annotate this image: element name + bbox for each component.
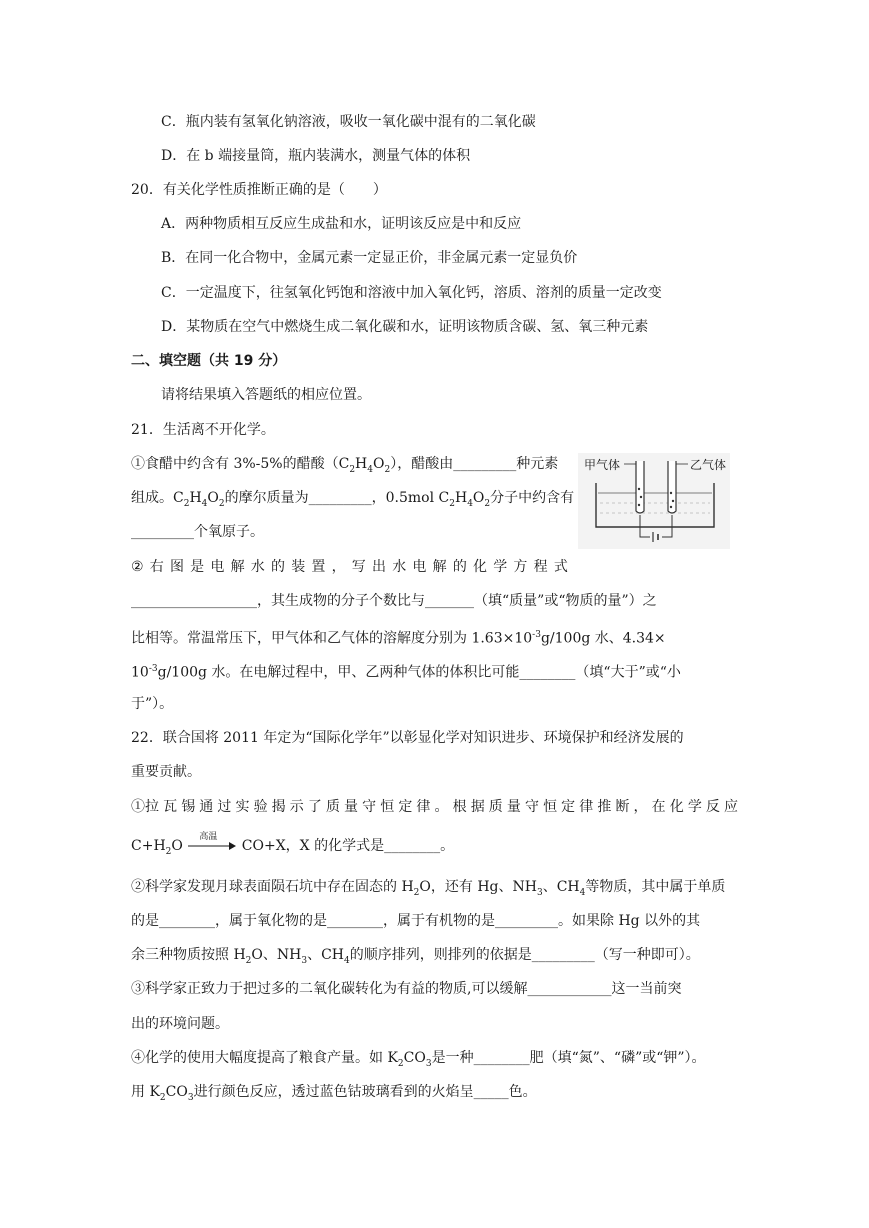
q21-part2-char: 图 (169, 559, 184, 575)
q20-option-a: A．两种物质相互反应生成盐和水，证明该反应是中和反应 (161, 216, 522, 232)
q21-part2-char: 是 (190, 559, 205, 575)
q21-part2-char: 水 (392, 559, 407, 575)
q22-part1-char: ， (633, 799, 648, 815)
q22-part1-char: 定 (398, 799, 413, 815)
q22-part1-char: 学 (687, 799, 702, 815)
q20-option-b: B．在同一化合物中，金属元素一定显正价，非金属元素一定显负价 (161, 250, 578, 266)
q22-part1-char: 根 (452, 799, 467, 815)
q21-part2-char: 方 (513, 559, 528, 575)
q22-part1-char: 。 (434, 799, 449, 815)
q22-part1-char: 量 (344, 799, 359, 815)
section-heading: 二、填空题（共 19 分） (131, 353, 287, 369)
q21-part2-char: 的 (270, 559, 285, 575)
q21-part2-char: 出 (372, 559, 386, 575)
q22-part1-char: 示 (289, 799, 304, 815)
q21-part2-char: ② (131, 559, 144, 575)
q22-part1-char: 律 (579, 799, 594, 815)
q22-part2-line2: 的是________，属于氧化物的是________，属于有机物的是_________。如果除 Hg 以外的其 (131, 913, 701, 929)
q21-part2-char: 置 (311, 559, 326, 575)
q21-stem: 21．生活离不开化学。 (131, 422, 275, 438)
q22-part1-char: 通 (199, 799, 214, 815)
q21-part1-line2: 组成。$C_2H_4O_2$的摩尔质量为_________，0.5mol $C_2H_4O_2$分子中约含有 (131, 490, 575, 509)
q20-option-c: C．一定温度下，往氢氧化钙饱和溶液中加入氧化钙，溶质、溶剂的质量一定改变 (161, 285, 662, 301)
figure-label-gas-yi: 乙气体 (690, 458, 727, 472)
q22-stem-line2: 重要贡献。 (131, 764, 201, 780)
q19-option-c: C．瓶内装有氢氧化钠溶液，吸收一氧化碳中混有的二氧化碳 (161, 114, 536, 130)
q21-part2-char: 右 (149, 559, 164, 575)
q21-part2-char: 式 (553, 559, 568, 575)
q21-part2-char: 程 (533, 559, 548, 575)
reaction-arrow-icon: 高温 (187, 837, 237, 855)
q21-part2-char: 的 (452, 559, 467, 575)
section-instruction: 请将结果填入答题纸的相应位置。 (161, 387, 371, 403)
q22-part1-char: 量 (506, 799, 521, 815)
q21-part2-line3: 比相等。常温常压下，甲气体和乙气体的溶解度分别为 $1.63\times 10^{-3}g/100g$ 水、4.34× (131, 630, 666, 647)
q22-part1-char: 应 (724, 799, 738, 815)
figure-label-gas-jia: 甲气体 (584, 458, 621, 472)
q21-part2-char: 电 (412, 559, 427, 575)
q22-part1-char: 锡 (181, 799, 196, 815)
q22-part1-char: 揭 (271, 799, 286, 815)
q21-part2-char: 写 (351, 559, 366, 575)
q22-part2-line1: ②科学家发现月球表面陨石坑中存在固态的 $H_2O$，还有 Hg、$NH_3$、$CH_4$等物质，其中属于单质 (131, 879, 726, 898)
q22-part4-line1: ④化学的使用大幅度提高了粮食产量。如 $K_2CO_3$是一种________肥（填“氮”、“磷”或“钾”）。 (131, 1050, 706, 1069)
q22-part1-char: 瓦 (163, 799, 178, 815)
q20-stem: 20．有关化学性质推断正确的是（ ） (131, 182, 387, 198)
q22-part1-char: 守 (362, 799, 377, 815)
q22-part1-equation: $C+H_2O$ 高温 CO+X，X 的化学式是________。 (131, 832, 455, 857)
q22-part1-char: 了 (307, 799, 322, 815)
q22-part3-line1: ③科学家正致力于把过多的二氧化碳转化为有益的物质,可以缓解____________这一当前突 (131, 981, 682, 997)
q21-part1-line3: _________个氧原子。 (131, 524, 264, 540)
q21-part2-char: 装 (291, 559, 306, 575)
q22-part1-char: 推 (597, 799, 612, 815)
q22-part1-char: 据 (470, 799, 485, 815)
q20-option-d: D．某物质在空气中燃烧生成二氧化碳和水，证明该物质含碳、氢、氧三种元素 (161, 319, 649, 335)
q21-part2-char: 学 (493, 559, 508, 575)
q22-part3-line2: 出的环境问题。 (131, 1016, 229, 1032)
q21-part2-char: 电 (210, 559, 225, 575)
q21-part2-char: 化 (473, 559, 488, 575)
q22-part1-char: 质 (325, 799, 340, 815)
q21-part2-char: 解 (432, 559, 447, 575)
q21-part2-line1 (131, 557, 568, 577)
q21-part2-line2: __________________，其生成物的分子个数比与_______（填“质量”或“物质的量”）之 (131, 593, 657, 609)
q21-part2-line4: $10^{-3}g/100g$ 水。在电解过程中，甲、乙两种气体的体积比可能________（填“大于”或“小 (131, 664, 681, 681)
q22-part1-char: 质 (488, 799, 503, 815)
q22-part1-line1 (131, 797, 738, 817)
q22-part1-char: ①拉 (131, 799, 159, 815)
q22-part1-char: 过 (217, 799, 232, 815)
q22-part1-char: 守 (524, 799, 539, 815)
q22-part1-char: 化 (669, 799, 684, 815)
q22-part1-char: 在 (651, 799, 666, 815)
q22-part1-char: 恒 (543, 799, 558, 815)
q22-part1-char: 律 (416, 799, 431, 815)
q21-part2-char: 解 (230, 559, 245, 575)
q21-part2-line5: 于”）。 (131, 696, 174, 712)
q22-part2-line3: 余三种物质按照 $H_2O$、$NH_3$、$CH_4$的顺序排列，则排列的依据是_________（写一种即可）。 (131, 947, 700, 966)
q19-option-d: D．在 b 端接量筒，瓶内装满水，测量气体的体积 (161, 148, 471, 164)
electrolysis-diagram (578, 453, 730, 549)
q22-part1-char: 定 (561, 799, 576, 815)
q22-part1-char: 实 (235, 799, 250, 815)
q21-part2-char: ， (331, 559, 346, 575)
q22-part4-line2: 用 $K_2CO_3$进行颜色反应，透过蓝色钴玻璃看到的火焰呈_____色。 (131, 1084, 537, 1103)
q22-stem-line1: 22．联合国将 2011 年定为“国际化学年”以彰显化学对知识进步、环境保护和经济发展的 (131, 730, 684, 746)
q22-part1-char: 验 (253, 799, 268, 815)
q22-part1-char: 恒 (380, 799, 395, 815)
q22-part1-char: 断 (615, 799, 630, 815)
q21-part1-line1: ①食醋中约含有 3%-5%的醋酸$(C_2H_4O_2)$，醋酸由_________种元素 (131, 456, 559, 475)
q22-part1-char: 反 (705, 799, 720, 815)
q21-part2-char: 水 (250, 559, 265, 575)
